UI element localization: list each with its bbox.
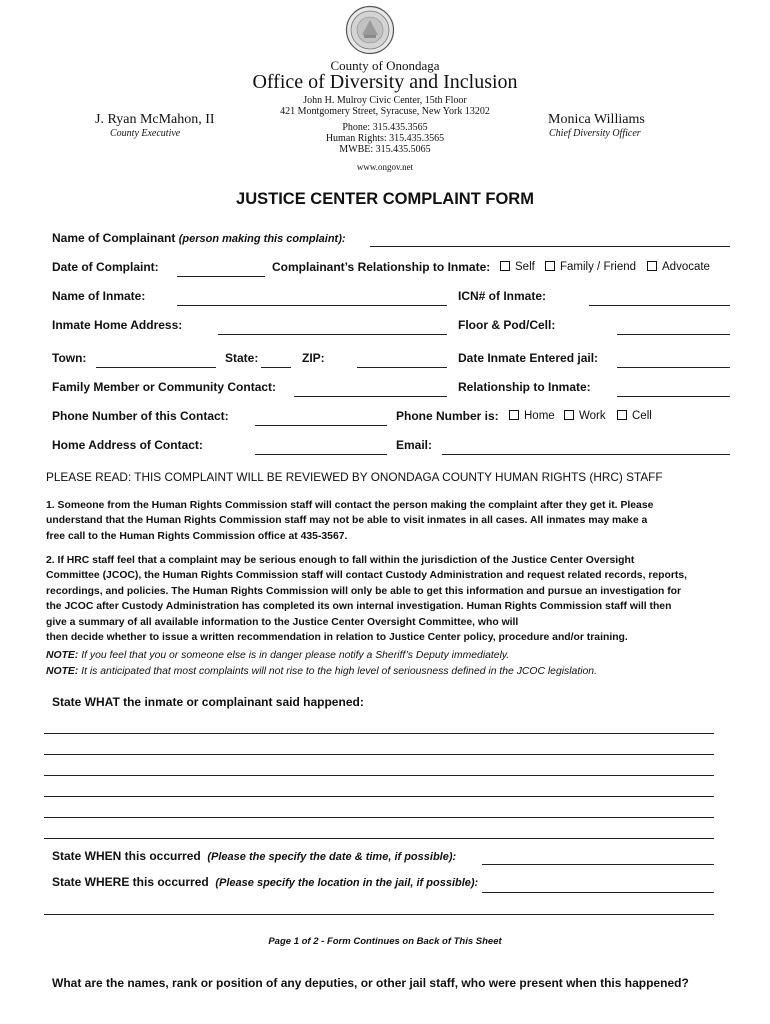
email-field[interactable] (442, 454, 730, 455)
complainant-name-field[interactable] (370, 246, 730, 247)
what-happened-line-5[interactable] (44, 817, 714, 818)
what-happened-line-2[interactable] (44, 754, 714, 755)
date-of-complaint-label: Date of Complaint: (52, 260, 159, 274)
date-entered-jail-label: Date Inmate Entered jail: (458, 351, 599, 365)
icn-label: ICN# of Inmate: (458, 289, 547, 303)
form-title: JUSTICE CENTER COMPLAINT FORM (236, 190, 534, 208)
office-address-1: John H. Mulroy Civic Center, 15th Floor (303, 95, 467, 106)
website: www.ongov.net (356, 162, 414, 172)
inmate-name-label: Name of Inmate: (52, 289, 146, 303)
where-occurred-line-2[interactable] (44, 914, 714, 915)
inmate-home-address-field[interactable] (218, 334, 447, 335)
office-name: Office of Diversity and Inclusion (252, 71, 518, 93)
contact-home-address-label: Home Address of Contact: (52, 438, 203, 452)
chief-diversity-officer-name: Monica Williams (548, 112, 645, 127)
zip-label: ZIP: (302, 351, 325, 365)
inmate-name-field[interactable] (177, 305, 447, 306)
human-rights-phone: Human Rights: 315.435.3565 (325, 133, 445, 144)
date-entered-jail-field[interactable] (617, 367, 730, 368)
icn-field[interactable] (589, 305, 730, 306)
where-occurred-label: State WHERE this occurred (Please specify the location in the jail, if possible): (52, 875, 479, 889)
town-label: Town: (52, 351, 87, 365)
note-danger: NOTE: If you feel that you or someone else is in danger please notify a Sheriff’s Deputy immediately. (46, 650, 510, 661)
page-footer: Page 1 of 2 - Form Continues on Back of This Sheet (268, 936, 502, 947)
county-executive-title: County Executive (110, 128, 181, 139)
what-happened-line-3[interactable] (44, 775, 714, 776)
inmate-home-address-label: Inmate Home Address: (52, 318, 183, 332)
where-occurred-field[interactable] (482, 892, 714, 893)
notice-paragraph-1: 1. Someone from the Human Rights Commission staff will contact the person making the complaint after they get it. Please understand that the Human Rights Commission staff may not be able to visit inmates in all cases. All inmates may make a free call to the Human Rights Commission office at 435-3567. (46, 500, 654, 542)
notice-paragraph-2: 2. If HRC staff feel that a complaint may be serious enough to fall within the jurisdiction of the Justice Center Oversight Committee (JCOC), the Human Rights Commission staff will contact Custody Administration and request related records, reports, recordings, and policies. The Human Rights Commission will only be able to get this information and pursue an investigation for the JCOC after Custody Administration has completed its own internal investigation. Human Rights Commission staff will then give a summary of all available information to the Justice Center Oversight Committee, who will then decide whether to issue a written recommendation in relation to Justice Center policy, procedure and/or training. (46, 555, 688, 644)
contact-home-address-field[interactable] (255, 454, 387, 455)
mwbe-phone: MWBE: 315.435.5065 (339, 144, 431, 155)
floor-pod-field[interactable] (617, 334, 730, 335)
county-executive-name: J. Ryan McMahon, II (95, 112, 215, 127)
when-occurred-label: State WHEN this occurred (Please the specify the date & time, if possible): (52, 849, 457, 863)
state-field[interactable] (261, 367, 291, 368)
phone-home-checkbox[interactable]: Home (509, 410, 555, 422)
town-field[interactable] (96, 367, 216, 368)
relationship-label: Complainant’s Relationship to Inmate: (272, 260, 491, 274)
phone-work-checkbox[interactable]: Work (564, 410, 606, 422)
contact-phone-label: Phone Number of this Contact: (52, 409, 229, 423)
relationship-to-inmate-field[interactable] (617, 396, 730, 397)
email-label: Email: (396, 438, 433, 452)
what-happened-label: State WHAT the inmate or complainant said happened: (52, 695, 364, 709)
phone-cell-checkbox[interactable]: Cell (617, 410, 652, 422)
chief-diversity-officer-title: Chief Diversity Officer (549, 128, 641, 139)
complainant-name-label: Name of Complainant (person making this complaint): (52, 231, 346, 245)
relationship-family-friend-checkbox[interactable]: Family / Friend (545, 261, 636, 273)
office-phone: Phone: 315.435.3565 (342, 122, 428, 133)
family-contact-label: Family Member or Community Contact: (52, 380, 277, 394)
date-of-complaint-field[interactable] (177, 276, 265, 277)
relationship-to-inmate-label: Relationship to Inmate: (458, 380, 591, 394)
contact-phone-field[interactable] (255, 425, 387, 426)
please-read-notice: PLEASE READ: THIS COMPLAINT WILL BE REVIEWED BY ONONDAGA COUNTY HUMAN RIGHTS (HRC) STAFF (46, 470, 663, 484)
relationship-self-checkbox[interactable]: Self (500, 261, 535, 273)
relationship-advocate-checkbox[interactable]: Advocate (647, 261, 710, 273)
county-name: County of Onondaga (330, 58, 440, 73)
what-happened-line-4[interactable] (44, 796, 714, 797)
county-seal-icon (345, 5, 395, 55)
note-seriousness: NOTE: It is anticipated that most complaints will not rise to the high level of seriousness defined in the JCOC legislation. (46, 666, 597, 677)
phone-type-label: Phone Number is: (396, 409, 499, 423)
when-occurred-field[interactable] (482, 864, 714, 865)
what-happened-line-1[interactable] (44, 733, 714, 734)
floor-pod-label: Floor & Pod/Cell: (458, 318, 556, 332)
zip-field[interactable] (357, 367, 447, 368)
family-contact-field[interactable] (294, 396, 447, 397)
staff-present-question: What are the names, rank or position of any deputies, or other jail staff, who were present when this happened? (52, 976, 689, 990)
what-happened-line-6[interactable] (44, 838, 714, 839)
state-label: State: (225, 351, 259, 365)
office-address-2: 421 Montgomery Street, Syracuse, New York 13202 (280, 106, 490, 117)
